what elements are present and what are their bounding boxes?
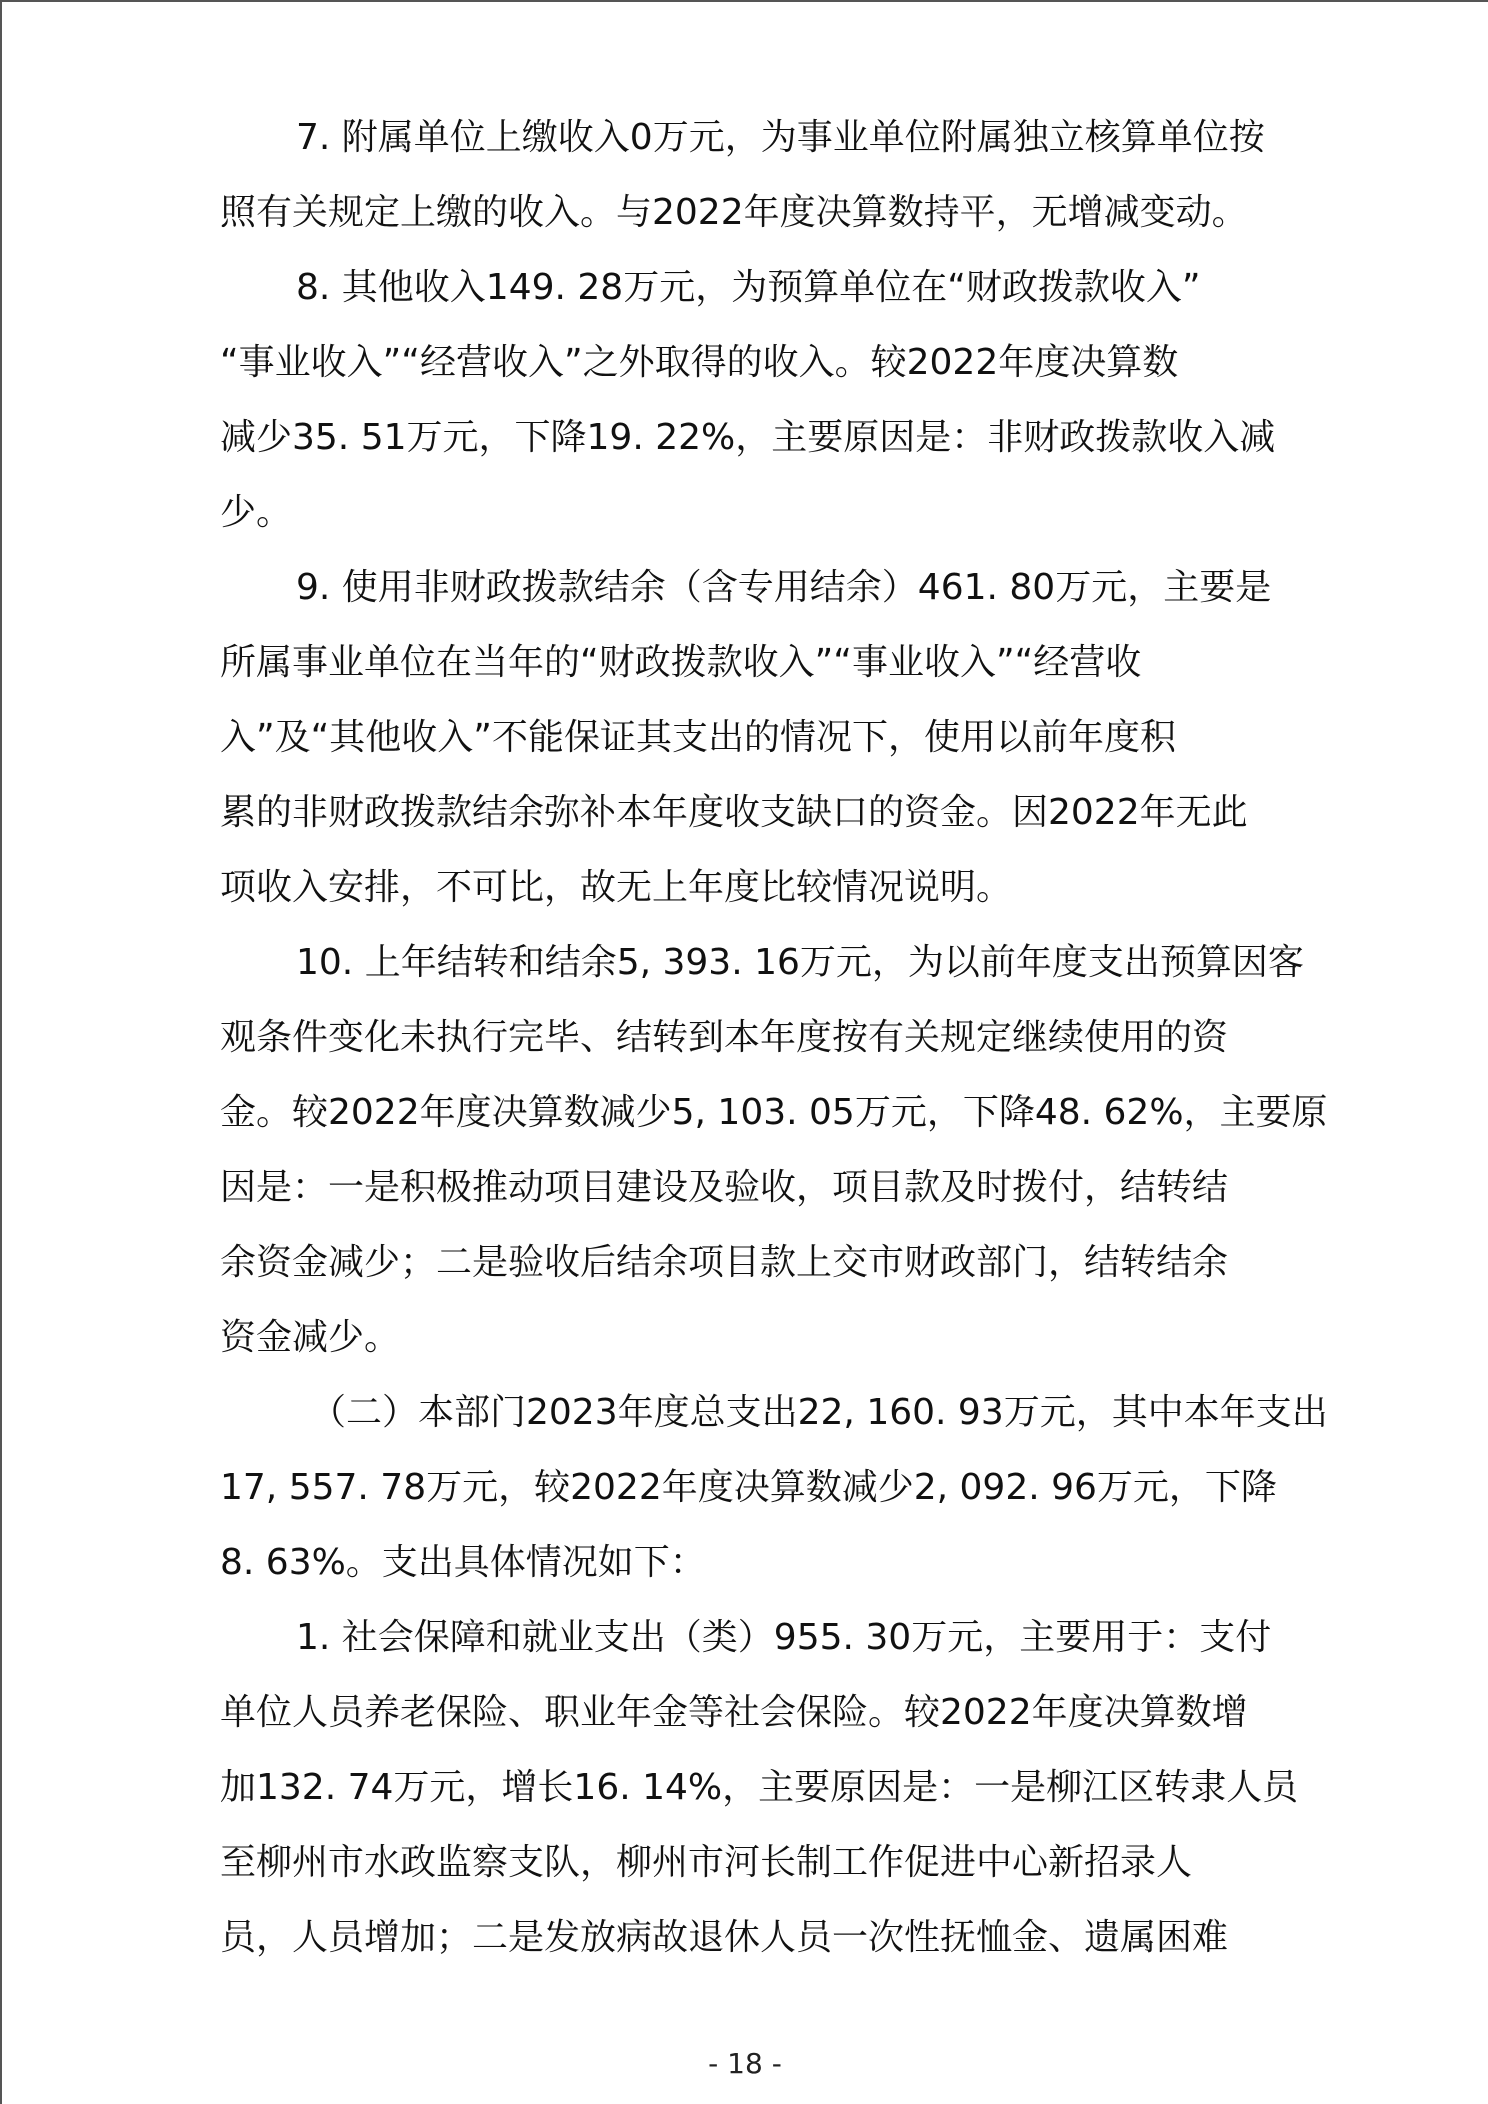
- text-line: 加132. 74万元，增长16. 14%，主要原因是：一是柳江区转隶人员: [220, 1767, 1299, 1808]
- paragraph-non-fiscal-balance: [220, 550, 1288, 925]
- text-line: 员，人员增加；二是发放病故退休人员一次性抚恤金、遗属困难: [220, 1917, 1229, 1958]
- text-line: “事业收入”“经营收入”之外取得的收入。较2022年度决算数: [220, 342, 1179, 383]
- text-line: （二）本部门2023年度总支出22, 160. 93万元，其中本年支出: [310, 1392, 1328, 1433]
- text-line: 入”及“其他收入”不能保证其支出的情况下，使用以前年度积: [220, 717, 1176, 758]
- text-line: 8. 63%。支出具体情况如下：: [220, 1542, 706, 1583]
- text-line: 10. 上年结转和结余5, 393. 16万元，为以前年度支出预算因客: [296, 942, 1304, 983]
- text-line: 余资金减少；二是验收后结余项目款上交市财政部门，结转结余: [220, 1242, 1229, 1283]
- text-line: 单位人员养老保险、职业年金等社会保险。较2022年度决算数增: [220, 1692, 1248, 1733]
- text-line: 至柳州市水政监察支队，柳州市河长制工作促进中心新招录人: [220, 1842, 1193, 1883]
- text-line: 因是：一是积极推动项目建设及验收，项目款及时拨付，结转结: [220, 1167, 1229, 1208]
- paragraph-total-expense: [220, 1375, 1328, 1600]
- text-line: 观条件变化未执行完毕、结转到本年度按有关规定继续使用的资: [220, 1017, 1229, 1058]
- text-line: 17, 557. 78万元，较2022年度决算数减少2, 092. 96万元，下降: [220, 1467, 1277, 1508]
- paragraph-carryover: [220, 925, 1328, 1375]
- text-line: 9. 使用非财政拨款结余（含专用结余）461. 80万元，主要是: [296, 567, 1272, 608]
- body-text: [220, 100, 1328, 1975]
- paragraph-affiliated-income: [220, 100, 1288, 250]
- text-line: 项收入安排，不可比，故无上年度比较情况说明。: [220, 867, 1013, 908]
- text-line: 资金减少。: [220, 1317, 401, 1358]
- text-line: 少。: [220, 492, 293, 533]
- text-line: 金。较2022年度决算数减少5, 103. 05万元，下降48. 62%，主要原: [220, 1092, 1328, 1133]
- text-line: 7. 附属单位上缴收入0万元，为事业单位附属独立核算单位按: [296, 117, 1265, 158]
- text-line: 1. 社会保障和就业支出（类）955. 30万元，主要用于：支付: [296, 1617, 1272, 1658]
- text-line: 照有关规定上缴的收入。与2022年度决算数持平，无增减变动。: [220, 192, 1248, 233]
- paragraph-social-security: [220, 1600, 1299, 1975]
- paragraph-other-income: [220, 250, 1288, 550]
- text-line: 所属事业单位在当年的“财政拨款收入”“事业收入”“经营收: [220, 642, 1142, 683]
- text-line: 累的非财政拨款结余弥补本年度收支缺口的资金。因2022年无此: [220, 792, 1248, 833]
- page-number: - 18 -: [708, 2047, 782, 2080]
- text-line: 8. 其他收入149. 28万元，为预算单位在“财政拨款收入”: [296, 267, 1201, 308]
- text-line: 减少35. 51万元，下降19. 22%，主要原因是：非财政拨款收入减: [220, 417, 1276, 458]
